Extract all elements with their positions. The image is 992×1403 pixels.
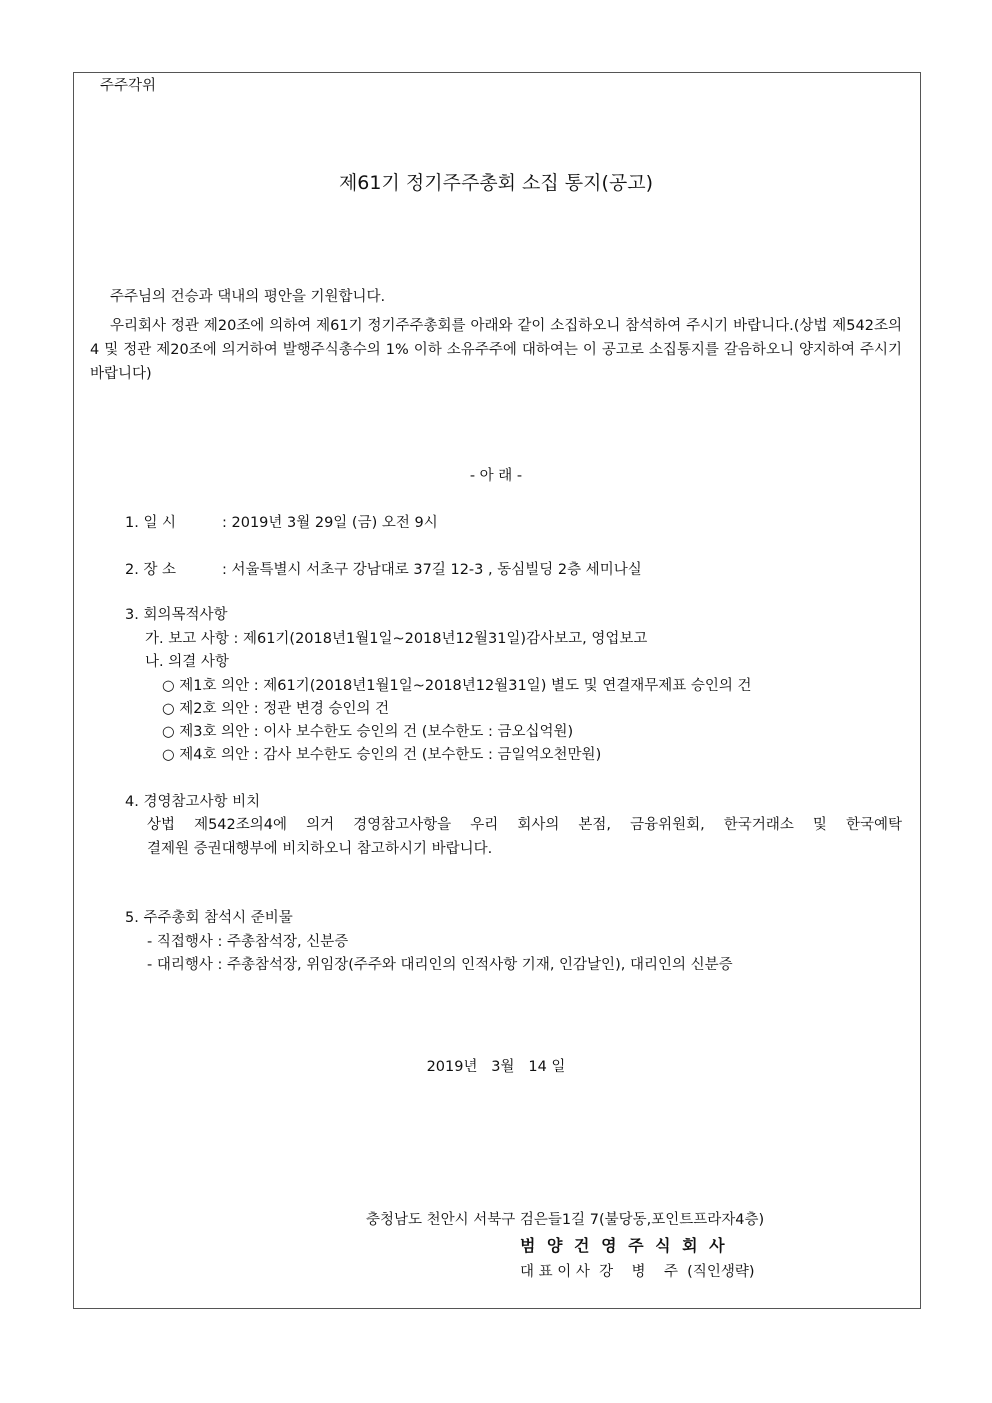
resolution-item: ○ 제4호 의안 : 감사 보수한도 승인의 건 (보수한도 : 금일억오천만원) [162,747,602,763]
notice-date: 2019년 3월 14 일 [426,1059,566,1075]
ceo-line: 대 표 이 사 강 병 주 (직인생략) [520,1264,755,1280]
addressee: 주주각위 [100,78,157,94]
reference-heading: 4. 경영참고사항 비치 [125,794,261,810]
company-name: 범 양 건 영 주 식 회 사 [520,1236,728,1255]
intro-paragraph: 우리회사 정관 제20조에 의하여 제61기 정기주주총회를 아래와 같이 소집하오니 참석하여 주시기 바랍니다.(상법 제542조의 4 및 정관 제20조에 의거하여 발행주식총수의 1% 이하 소유주주에 대하여는 이 공고로 소집통지를 갈음하오니 양지하여 주시기 바랍니다) [90,318,902,382]
item-place-label: 2. 장 소 [125,562,177,578]
reference-line-2: 결제원 증권대행부에 비치하오니 참고하시기 바랍니다. [147,841,493,857]
agenda-heading: 3. 회의목적사항 [125,607,228,623]
item-place-value: : 서울특별시 서초구 강남대로 37길 12-3 , 동심빌딩 2층 세미나실 [222,562,642,578]
notice-heading: - 아 래 - [469,468,523,484]
company-address: 충청남도 천안시 서북구 검은들1길 7(불당동,포인트프라자4층) [366,1212,765,1228]
preparation-direct: - 직접행사 : 주총참석장, 신분증 [147,934,349,950]
item-date-label: 1. 일 시 [125,515,177,531]
agenda-report: 가. 보고 사항 : 제61기(2018년1월1일~2018년12월31일)감사보고, 영업보고 [145,631,648,647]
document-title: 제61기 정기주주총회 소집 통지(공고) [338,172,654,194]
resolution-item: ○ 제1호 의안 : 제61기(2018년1월1일~2018년12월31일) 별도 및 연결재무제표 승인의 건 [162,678,752,694]
agenda-resolution-heading: 나. 의결 사항 [145,654,229,670]
item-date-value: : 2019년 3월 29일 (금) 오전 9시 [222,515,438,531]
reference-line-1: 상법 제542조의4에 의거 경영참고사항을 우리 회사의 본점, 금융위원회, 한국거래소 및 한국예탁 [147,817,902,833]
preparation-heading: 5. 주주총회 참석시 준비물 [125,910,293,926]
resolution-item: ○ 제3호 의안 : 이사 보수한도 승인의 건 (보수한도 : 금오십억원) [162,724,574,740]
greeting-line: 주주님의 건승과 댁내의 평안을 기원합니다. [110,289,386,305]
preparation-proxy: - 대리행사 : 주총참석장, 위임장(주주와 대리인의 인적사항 기재, 인감날인), 대리인의 신분증 [147,957,733,973]
resolution-item: ○ 제2호 의안 : 정관 변경 승인의 건 [162,701,390,717]
